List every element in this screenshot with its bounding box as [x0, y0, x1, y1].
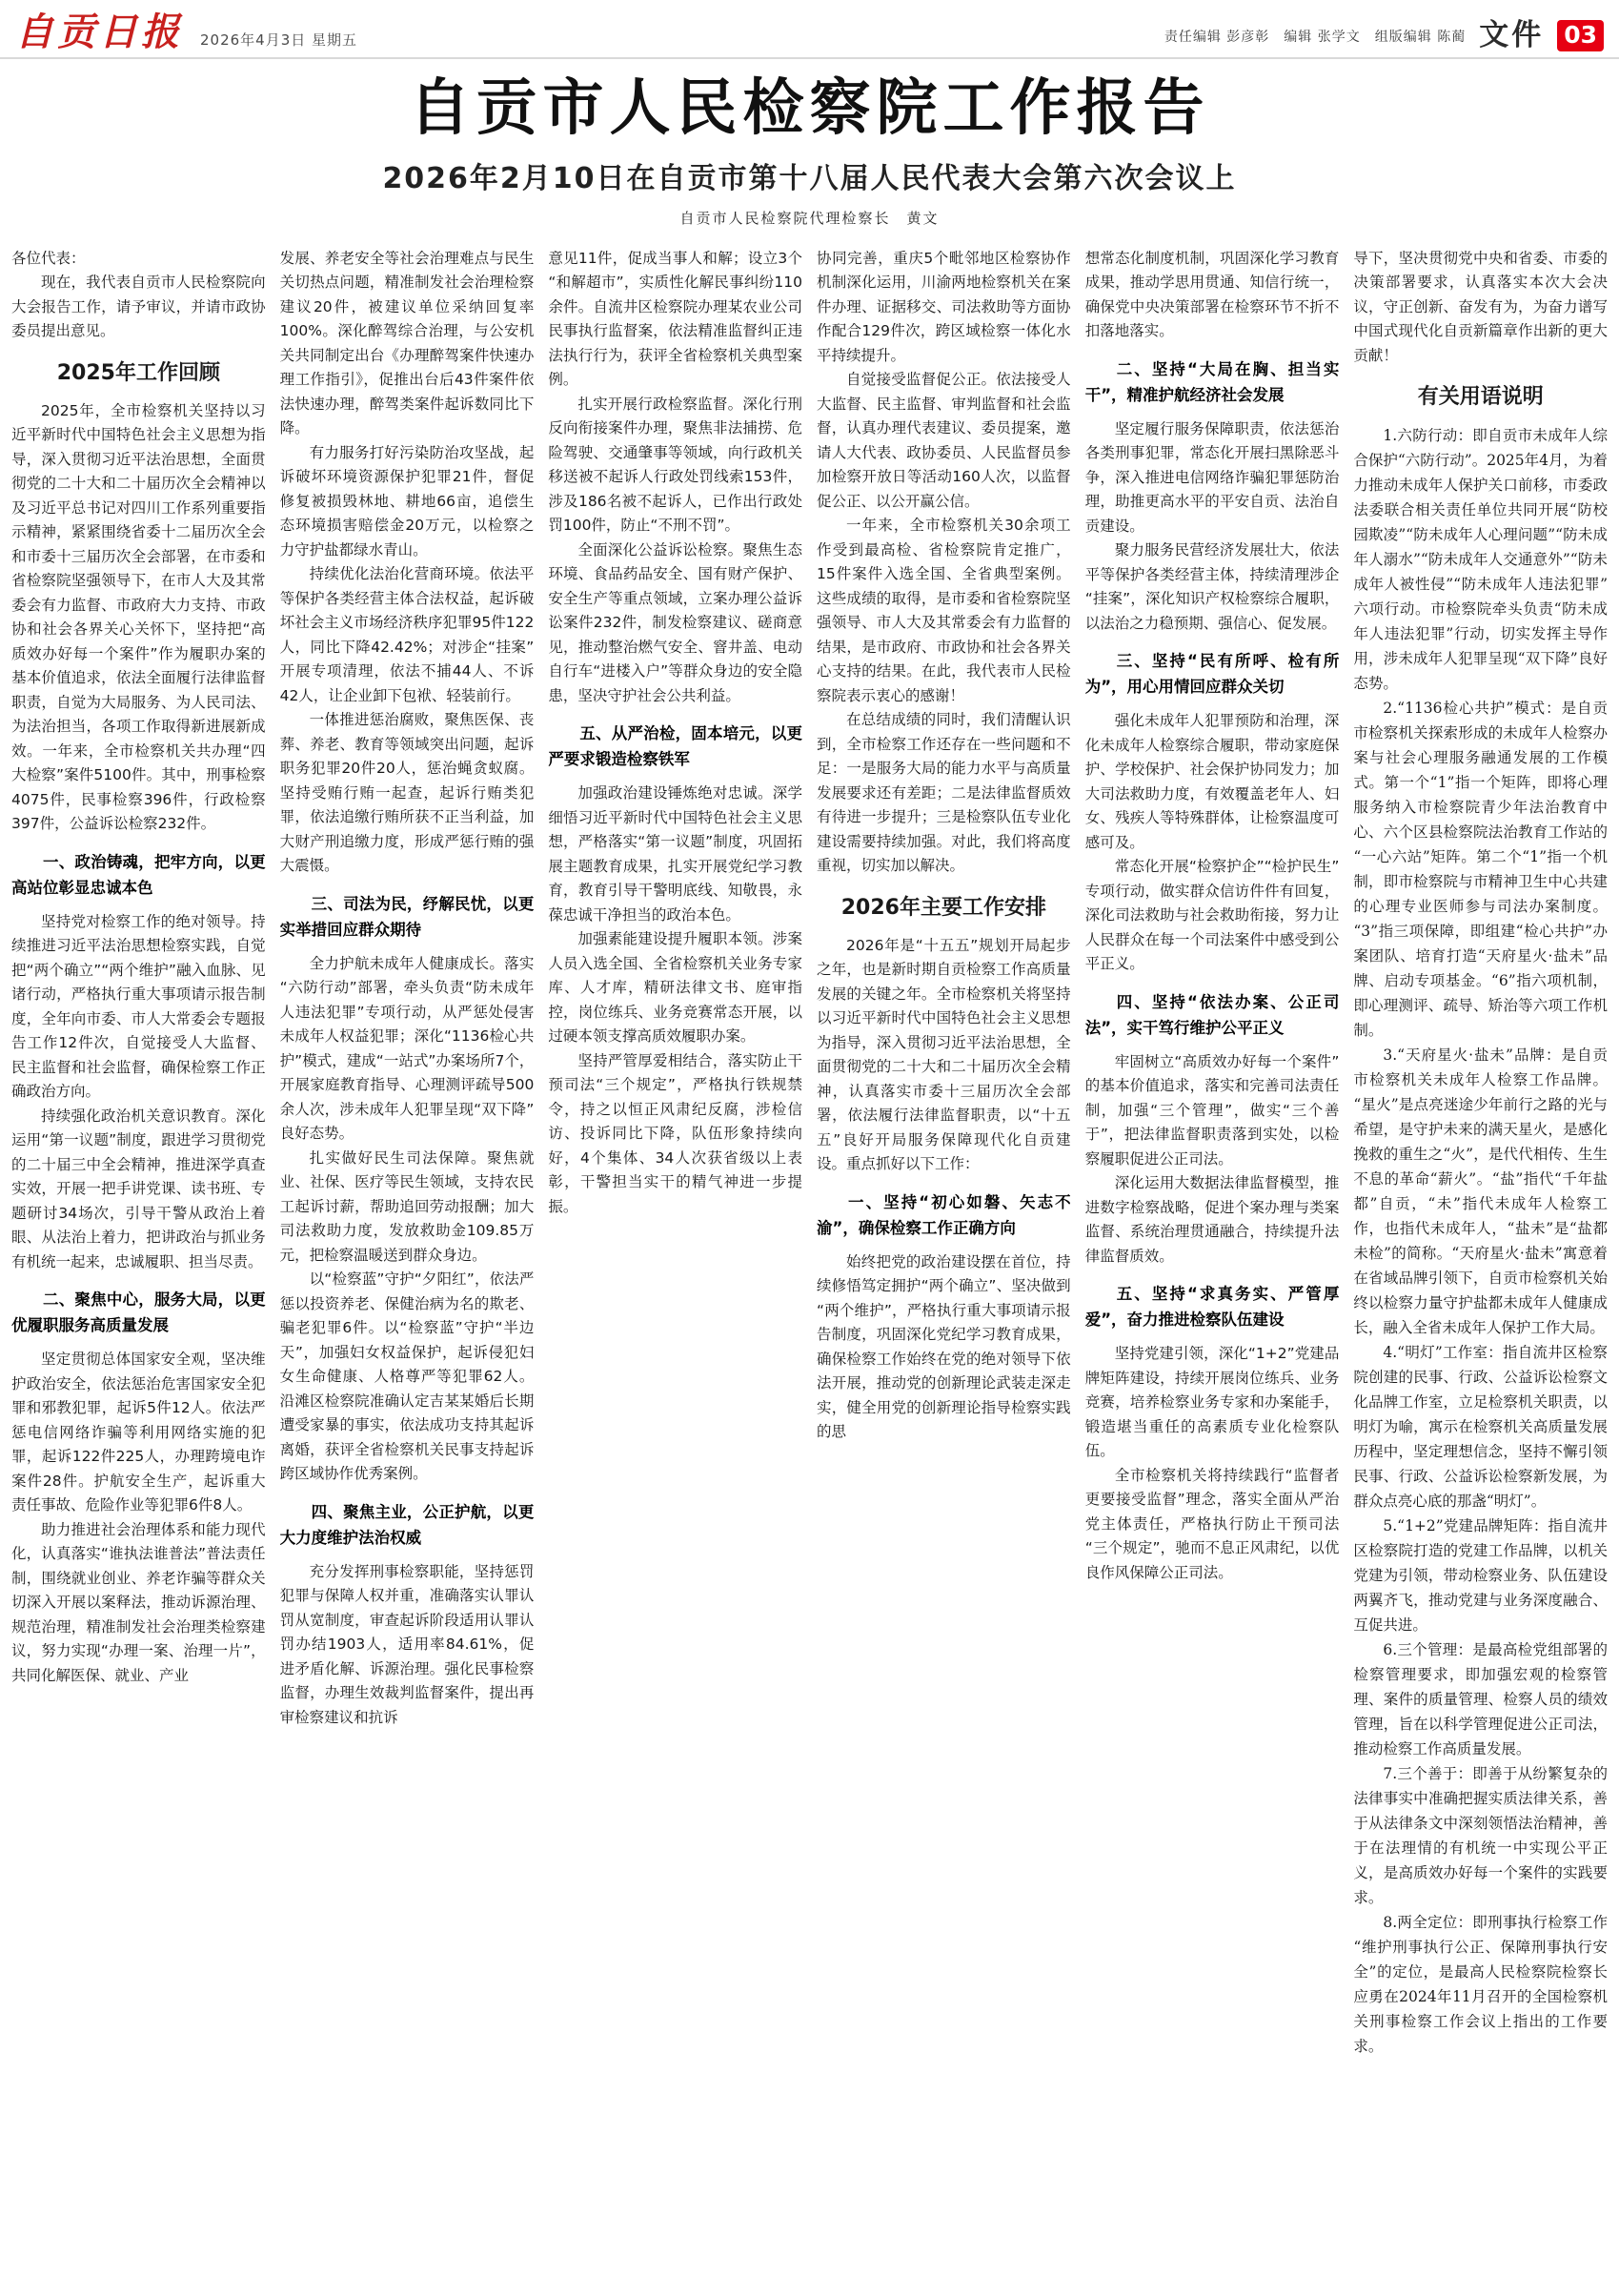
column-6	[1353, 247, 1608, 2273]
part-heading: 有关用语说明	[1417, 385, 1544, 410]
editors-line: 责任编辑 彭彦彰 编辑 张学文 组版编辑 陈蔺	[1164, 29, 1467, 45]
glossary-item: 1.六防行动：即自贡市未成年人综合保护“六防行动”。2025年4月，为着力推动未成年人保护关口前移，市委政法委联合相关责任单位共同开展“防校园欺凌”“防未成年人心理问题”“防未成年人溺水”“防未成年人交通意外”“防未成年人被性侵”“防未成年人违法犯罪”六项行动。市检察院牵头负责“防未成年人违法犯罪”行动，切实发挥主导作用，涉未成年人犯罪呈现“双下降”良好态势。	[1353, 427, 1609, 693]
body-paragraph: 自觉接受监督促公正。依法接受人大监督、民主监督、审判监督和社会监督，认真办理代表建议、委员提案，邀请人大代表、政协委员、人民监督员参加检察开放日等活动160人次，以监督促公正、以公开赢公信。	[817, 371, 1071, 510]
body-paragraph: 一体推进惩治腐败，聚焦医保、丧葬、养老、教育等领域突出问题，起诉职务犯罪20件20人，惩治蝇贪蚁腐。坚持受贿行贿一起查，起诉行贿类犯罪，依法追缴行贿所获不正当利益，加大财产刑追缴力度，形成严惩行贿的强大震慑。	[279, 711, 535, 875]
column-4	[817, 247, 1071, 2273]
body-paragraph: 全力护航未成年人健康成长。落实“六防行动”部署，牵头负责“防未成年人违法犯罪”专项行动，从严惩处侵害未成年人权益犯罪；深化“1136检心共护”模式，建成“一站式”办案场所7个，开展家庭教育指导、心理测评疏导500余人次，涉未成年人犯罪呈现“双下降”良好态势。	[279, 954, 535, 1143]
page-number-badge: 03	[1557, 20, 1604, 51]
body-paragraph: 协同完善，重庆5个毗邻地区检察协作机制深化运用，川渝两地检察机关在案件办理、证据移交、司法救助等方面协作配合129件次，跨区域检察一体化水平持续提升。	[817, 249, 1071, 364]
body-paragraph: 发展、养老安全等社会治理难点与民生关切热点问题，精准制发社会治理检察建议20件，被建议单位采纳回复率100%。深化醉驾综合治理，与公安机关共同制定出台《办理醉驾案件快速办理工作指引》，促推出台后43件案件依法快速办理，醉驾类案件起诉数同比下降。	[279, 249, 535, 437]
body-paragraph: 坚定贯彻总体国家安全观，坚决维护政治安全，依法惩治危害国家安全犯罪和邪教犯罪，起诉5件12人。依法严惩电信网络诈骗等利用网络实施的犯罪，起诉122件225人，办理跨境电诈案件28件。护航安全生产，起诉重大责任事故、危险作业等犯罪6件8人。	[11, 1351, 266, 1514]
part-heading: 2025年工作回顾	[56, 360, 220, 385]
section-heading: 一、坚持“初心如磐、矢志不渝”，确保检察工作正确方向	[817, 1192, 1071, 1237]
section-heading: 三、司法为民，纾解民忧，以更实举措回应群众期待	[279, 894, 535, 939]
column-1	[11, 247, 266, 2273]
body-paragraph: 聚力服务民营经济发展壮大，依法平等保护各类经营主体，持续清理涉企“挂案”，深化知识产权检察综合履职，以法治之力稳预期、强信心、促发展。	[1084, 541, 1340, 632]
body-paragraph: 现在，我代表自贡市人民检察院向大会报告工作，请予审议，并请市政协委员提出意见。	[11, 274, 266, 340]
body-paragraph: 意见11件，促成当事人和解；设立3个“和解超市”，实质性化解民事纠纷110余件。自流井区检察院办理某农业公司民事执行监督案，依法精准监督纠正违法执行行为，获评全省检察机关典型案例。	[548, 249, 803, 389]
body-paragraph: 在总结成绩的同时，我们清醒认识到，全市检察工作还存在一些问题和不足：一是服务大局的能力水平与高质量发展要求还有差距；二是法律监督质效有待进一步提升；三是检察队伍专业化建设需要持续加强。对此，我们将高度重视，切实加以解决。	[817, 711, 1071, 875]
part-heading: 2026年主要工作安排	[840, 895, 1046, 920]
body-paragraph: 持续优化法治化营商环境。依法平等保护各类经营主体合法权益，起诉破坏社会主义市场经济秩序犯罪95件122人，同比下降42.42%；对涉企“挂案”开展专项清理，依法不捕44人、不诉42人，让企业卸下包袱、轻装前行。	[279, 565, 535, 704]
section-heading: 四、坚持“依法办案、公正司法”，实干笃行维护公平正义	[1084, 992, 1340, 1037]
glossary-item: 6.三个管理：是最高检党组部署的检察管理要求，即加强宏观的检察管理、案件的质量管理、检察人员的绩效管理，旨在以科学管理促进公正司法，推动检察工作高质量发展。	[1353, 1641, 1609, 1758]
body-paragraph: 一年来，全市检察机关30余项工作受到最高检、省检察院肯定推广，15件案件入选全国、全省典型案例。这些成绩的取得，是市委和省检察院坚强领导、市人大及其常委会有力监督的结果，是市政府、市政协和社会各界关心支持的结果。在此，我代表市人民检察院表示衷心的感谢！	[817, 517, 1071, 704]
body-paragraph: 助力推进社会治理体系和能力现代化，认真落实“谁执法谁普法”普法责任制，围绕就业创业、养老诈骗等群众关切深入开展以案释法，推动诉源治理、规范治理，精准制发社会治理类检察建议，努力实现“办理一案、治理一片”，共同化解医保、就业、产业	[11, 1520, 266, 1684]
body-paragraph: 常态化开展“检察护企”“检护民生”专项行动，做实群众信访件件有回复，深化司法救助与社会救助衔接，努力让人民群众在每一个司法案件中感受到公平正义。	[1084, 858, 1340, 973]
body-paragraph: 深化运用大数据法律监督模型，推进数字检察战略，促进个案办理与类案监督、系统治理贯通融合，持续提升法律监督质效。	[1084, 1174, 1340, 1265]
glossary-item: 2.“1136检心共护”模式：是自贡市检察机关探索形成的未成年人检察办案与社会心理服务融通发展的工作模式。第一个“1”指一个矩阵，即将心理服务纳入市检察院青少年法治教育中心、六个区县检察院法治教育工作站的“一心六站”矩阵。第二个“1”指一个机制，即市检察院与市精神卫生中心共建的心理专业医师参与司法办案制度。“3”指三项保障，即组建“检心共护”办案团队、培育打造“天府星火·盐未”品牌、启动专项基金。“6”指六项机制，即心理测评、疏导、矫治等六项工作机制。	[1353, 700, 1609, 1040]
newspaper-logo: 自贡日报	[15, 10, 183, 54]
body-paragraph: 2026年是“十五五”规划开局起步之年，也是新时期自贡检察工作高质量发展的关键之年。全市检察机关将坚持以习近平新时代中国特色社会主义思想为指导，深入贯彻习近平法治思想，全面贯彻党的二十大和二十届历次全会精神，认真落实市委十三届历次全会部署，依法履行法律监督职责，以“十五五”良好开局服务保障现代化自贡建设。重点抓好以下工作：	[817, 936, 1071, 1173]
body-paragraph: 全市检察机关将持续践行“监督者更要接受监督”理念，落实全面从严治党主体责任，严格执行防止干预司法“三个规定”，驰而不息正风肃纪，以优良作风保障公正司法。	[1084, 1466, 1340, 1581]
masthead	[0, 0, 1619, 59]
glossary-item: 4.“明灯”工作室：指自流井区检察院创建的民事、行政、公益诉讼检察文化品牌工作室，立足检察机关职责，以明灯为喻，寓示在检察机关高质量发展历程中，坚定理想信念，坚持不懈引领民事、行政、公益诉讼检察新发展，为群众点亮心底的那盏“明灯”。	[1353, 1344, 1609, 1511]
section-heading: 二、聚焦中心，服务大局，以更优履职服务高质量发展	[11, 1290, 266, 1335]
body-paragraph: 加强素能建设提升履职本领。涉案人员入选全国、全省检察机关业务专家库、人才库，精研法律文书、庭审指控，岗位练兵、业务竞赛常态开展，以过硬本领支撑高质效履职办案。	[548, 930, 803, 1046]
body-paragraph: 扎实开展行政检察监督。深化行刑反向衔接案件办理，聚焦非法捕捞、危险驾驶、交通肇事等领域，向行政机关移送被不起诉人行政处罚线索153件，涉及186名被不起诉人，已作出行政处罚100件，防止“不刑不罚”。	[548, 395, 803, 535]
column-2	[280, 247, 535, 2273]
section-heading: 五、从严治检，固本培元，以更严要求锻造检察铁军	[548, 724, 803, 769]
body-paragraph: 导下，坚决贯彻党中央和省委、市委的决策部署要求，认真落实本次大会决议，守正创新、奋发有为，为奋力谱写中国式现代化自贡新篇章作出新的更大贡献！	[1353, 249, 1609, 364]
body-paragraph: 有力服务打好污染防治攻坚战，起诉破坏环境资源保护犯罪21件，督促修复被损毁林地、耕地66亩，追偿生态环境损害赔偿金20万元，以检察之力守护盐都绿水青山。	[279, 443, 535, 559]
body-paragraph: 坚持党建引领，深化“1+2”党建品牌矩阵建设，持续开展岗位练兵、业务竞赛，培养检察业务专家和办案能手，锻造堪当重任的高素质专业化检察队伍。	[1084, 1345, 1340, 1460]
glossary-item: 3.“天府星火·盐未”品牌：是自贡市检察机关未成年人检察工作品牌。“星火”是点亮迷途少年前行之路的光与希望，是守护未来的满天星火，是感化挽救的重生之“火”，是代代相传、生生不息的革命“薪火”。“盐”指代“千年盐都”自贡，“未”指代未成年人检察工作，也指代未成年人，“盐未”是“盐都未检”的简称。“天府星火·盐未”寓意着在省域品牌引领下，自贡市检察机关始终以检察力量守护盐都未成年人健康成长，融入全省未成年人保护工作大局。	[1353, 1046, 1609, 1337]
sub-headline: 2026年2月10日在自贡市第十八届人民代表大会第六次会议上	[382, 161, 1237, 195]
body-columns	[0, 237, 1619, 2273]
body-paragraph: 扎实做好民生司法保障。聚焦就业、社保、医疗等民生领域，支持农民工起诉讨薪，帮助追回劳动报酬；加大司法救助力度，发放救助金109.85万元，把检察温暖送到群众身边。	[279, 1148, 535, 1264]
body-paragraph: 想常态化制度机制，巩固深化学习教育成果，推动学思用贯通、知信行统一，确保党中央决策部署在检察环节不折不扣落地落实。	[1084, 249, 1340, 340]
byline: 自贡市人民检察院代理检察长 黄文	[679, 209, 940, 227]
body-paragraph: 坚持严管厚爱相结合，落实防止干预司法“三个规定”，严格执行铁规禁令，持之以恒正风肃纪反腐，涉检信访、投诉同比下降，队伍形象持续向好，4个集体、34人次获省级以上表彰，干警担当实干的精气神进一步提振。	[548, 1051, 803, 1215]
section-heading: 一、政治铸魂，把牢方向，以更高站位彰显忠诚本色	[11, 852, 266, 897]
body-paragraph: 2025年，全市检察机关坚持以习近平新时代中国特色社会主义思想为指导，深入贯彻习近平法治思想，全面贯彻党的二十大和二十届历次全会精神以及习近平总书记对四川工作系列重要指示精神，紧紧围绕省委十二届历次全会和市委十三届历次全会部署，在市委和省检察院坚强领导下，在市人大及其常委会有力监督、市政府大力支持、市政协和社会各界关心关怀下，坚持把“高质效办好每一个案件”作为履职办案的基本价值追求，依法全面履行法律监督职责，自觉为大局服务、为人民司法、为法治担当，各项工作取得新进展新成效。一年来，全市检察机关共办理“四大检察”案件5100件。其中，刑事检察4075件，民事检察396件，行政检察397件，公益诉讼检察232件。	[11, 401, 266, 833]
glossary-item: 5.“1+2”党建品牌矩阵：指自流井区检察院打造的党建工作品牌，以机关党建为引领，带动检察业务、队伍建设两翼齐飞，推动党建与业务深度融合、互促共进。	[1353, 1517, 1609, 1635]
body-paragraph: 坚定履行服务保障职责，依法惩治各类刑事犯罪，常态化开展扫黑除恶斗争，深入推进电信网络诈骗犯罪惩防治理，助推更高水平的平安自贡、法治自贡建设。	[1084, 419, 1340, 535]
body-paragraph: 各位代表：	[11, 249, 86, 267]
column-5	[1085, 247, 1340, 2273]
body-paragraph: 牢固树立“高质效办好每一个案件”的基本价值追求，落实和完善司法责任制，加强“三个管理”，做实“三个善于”，把法律监督职责落到实处，以检察履职促进公正司法。	[1084, 1052, 1340, 1168]
section-heading: 五、坚持“求真务实、严管厚爱”，奋力推进检察队伍建设	[1084, 1285, 1340, 1330]
body-paragraph: 坚持党对检察工作的绝对领导。持续推进习近平法治思想检察实践，自觉把“两个确立”“两个维护”融入血脉、见诸行动，严格执行重大事项请示报告制度，全年向市委、市人大常委会专题报告工作12件次，自觉接受人大监督、民主监督和社会监督，确保检察工作正确政治方向。	[11, 912, 266, 1101]
body-paragraph: 始终把党的政治建设摆在首位，持续修悟笃定拥护“两个确立”、坚决做到“两个维护”，严格执行重大事项请示报告制度，巩固深化党纪学习教育成果，确保检察工作始终在党的绝对领导下依法开展，推动党的创新理论武装走深走实，健全用党的创新理论指导检察实践的思	[817, 1252, 1071, 1441]
section-heading: 三、坚持“民有所呼、检有所为”，用心用情回应群众关切	[1084, 652, 1340, 697]
column-3	[548, 247, 802, 2273]
body-paragraph: 充分发挥刑事检察职能，坚持惩罚犯罪与保障人权并重，准确落实认罪认罚从宽制度，审查起诉阶段适用认罪认罚办结1903人，适用率84.61%，促进矛盾化解、诉源治理。强化民事检察监督，办理生效裁判监督案件，提出再审检察建议和抗诉	[279, 1562, 535, 1726]
main-headline: 自贡市人民检察院工作报告	[409, 73, 1210, 144]
body-paragraph: 持续强化政治机关意识教育。深化运用“第一议题”制度，跟进学习贯彻党的二十届三中全会精神，推进深学真查实效，开展一把手讲党课、读书班、专题研讨34场次，引导干警从政治上着眼、从法治上着力，把讲政治与抓业务有机统一起来，忠诚履职、担当尽责。	[11, 1107, 266, 1270]
section-heading: 二、坚持“大局在胸、担当实干”，精准护航经济社会发展	[1084, 359, 1340, 404]
body-paragraph: 全面深化公益诉讼检察。聚焦生态环境、食品药品安全、国有财产保护、安全生产等重点领域，立案办理公益诉讼案件232件，制发检察建议、磋商意见，推动整治燃气安全、窨井盖、电动自行车“进楼入户”等群众身边的安全隐患，坚决守护社会公共利益。	[548, 540, 803, 704]
publication-date: 2026年4月3日 星期五	[200, 31, 358, 49]
headline-block	[0, 59, 1619, 237]
body-paragraph: 以“检察蓝”守护“夕阳红”，依法严惩以投资养老、保健治病为名的欺老、骗老犯罪6件。以“检察蓝”守护“半边天”，加强妇女权益保护，起诉侵犯妇女生命健康、人格尊严等犯罪62人。沿滩区检察院准确认定吉某某婚后长期遭受家暴的事实，依法成功支持其起诉离婚，获评全省检察机关民事支持起诉跨区域协作优秀案例。	[279, 1270, 535, 1483]
glossary-item: 8.两全定位：即刑事执行检察工作“维护刑事执行公正、保障刑事执行安全”的定位，是最高人民检察院检察长应勇在2024年11月召开的全国检察机关刑事检察工作会议上指出的工作要求。	[1353, 1914, 1609, 2056]
body-paragraph: 强化未成年人犯罪预防和治理，深化未成年人检察综合履职，带动家庭保护、学校保护、社会保护协同发力；加大司法救助力度，有效覆盖老年人、妇女、残疾人等特殊群体，让检察温度可感可及。	[1084, 712, 1340, 851]
glossary-item: 7.三个善于：即善于从纷繁复杂的法律事实中准确把握实质法律关系，善于从法律条文中深刻领悟法治精神，善于在法理情的有机统一中实现公平正义，是高质效办好每一个案件的实践要求。	[1353, 1765, 1609, 1907]
body-paragraph: 加强政治建设锤炼绝对忠诚。深学细悟习近平新时代中国特色社会主义思想，严格落实“第一议题”制度，巩固拓展主题教育成果，扎实开展党纪学习教育，教育引导干警明底线、知敬畏，永葆忠诚干净担当的政治本色。	[548, 784, 803, 924]
section-heading: 四、聚焦主业，公正护航，以更大力度维护法治权威	[279, 1502, 535, 1547]
section-label: 文件	[1479, 18, 1545, 53]
